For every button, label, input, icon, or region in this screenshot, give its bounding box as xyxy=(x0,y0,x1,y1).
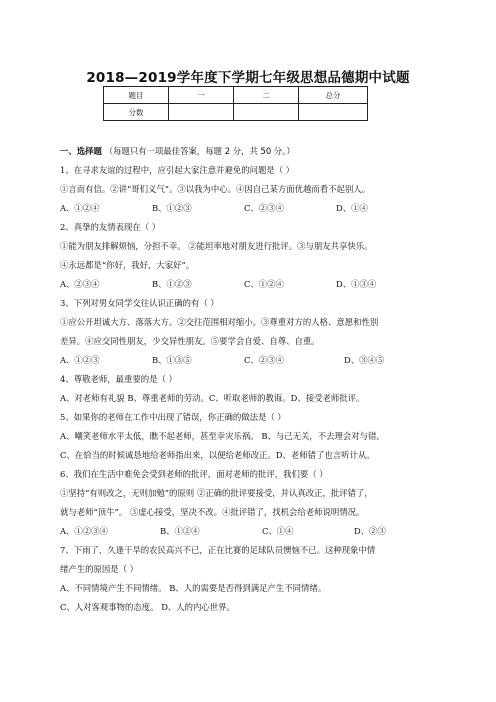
question-2-options xyxy=(60,275,470,294)
question-2-statements: ①能为朋友排解烦恼，分担不幸。 ②能坦率地对朋友进行批评。③与朋友共享快乐。 xyxy=(60,241,373,251)
question-3: 3、下列对男女同学交往认识正确的有（ ） xyxy=(60,298,219,308)
question-7-cont: 绪产生的原因是（ ） xyxy=(60,564,139,574)
question-6: 6、我们在生活中难免会受到老师的批评，面对老师的批评，我们要（ ） xyxy=(60,469,328,479)
option-a[interactable]: A、①②③④ xyxy=(60,526,108,536)
question-3-statements: ①应公开坦诚大方、落落大方。②交往范围相对缩小。③尊重对方的人格、意愿和性别 xyxy=(60,317,379,327)
option-b[interactable]: B、①③⑤ xyxy=(152,355,192,365)
option-a[interactable]: A、①②③ xyxy=(60,355,100,365)
question-7: 7、下雨了，久逢干旱的农民高兴不已，正在比赛的足球队员懊恼不已。这种现象中情 xyxy=(60,545,376,555)
option-a[interactable]: A、①②④ xyxy=(60,203,100,213)
score-input-cell[interactable] xyxy=(169,104,234,121)
question-2: 2、真挚的友情表现在（ ） xyxy=(60,222,161,232)
option-d[interactable]: D、①③④ xyxy=(336,279,377,289)
question-6-statements: ①坚持“有则改之，无则加勉”的原则 ②正确的批评要接受，并认真改正，批评错了， xyxy=(60,488,373,498)
score-row-label: 分数 xyxy=(104,104,169,121)
section-heading xyxy=(60,142,470,161)
question-7-options-cont: C、人对客观事物的态度。 D、人的内心世界。 xyxy=(60,602,235,612)
score-table-cell: 二 xyxy=(234,87,299,104)
question-4-options: A、对老师有礼貌 B、尊重老师的劳动。C、听取老师的教诲。D、接受老师批评。 xyxy=(60,393,365,403)
question-body xyxy=(60,142,470,617)
score-input-cell[interactable] xyxy=(299,104,368,121)
option-c[interactable]: C、②③④ xyxy=(244,203,284,213)
question-7-options: A、不同情境产生不同情绪。 B、人的需要是否得到满足产生不同情绪。 xyxy=(60,583,327,593)
option-c[interactable]: C、②③④ xyxy=(244,355,284,365)
option-b[interactable]: B、①②④ xyxy=(160,526,200,536)
question-3-options xyxy=(60,351,470,370)
section-label: 一、选择题 xyxy=(60,146,102,156)
option-c[interactable]: C、①④ xyxy=(262,526,294,536)
question-6-statements-cont: 就与老师“顶牛”。 ③虚心接受，坚决不改。④批评错了，找机会给老师说明情况。 xyxy=(60,507,365,517)
question-6-options xyxy=(60,522,470,541)
question-1-statements: ①言而有信。②讲“哥们义气”。③以我为中心。④因自己某方面优越而看不起别人。 xyxy=(60,184,371,194)
score-input-cell[interactable] xyxy=(234,104,299,121)
option-b[interactable]: B、①②③ xyxy=(152,279,192,289)
question-5: 5、如果你的老师在工作中出现了错误，你正确的做法是（ ） xyxy=(60,412,286,422)
question-2-statements-cont: ④永远都是“你好，我好，大家好”。 xyxy=(60,260,195,270)
question-5-options: A、嘲笑老师水平太低，瞧不起老师，甚至幸灾乐祸。 B、与己无关，不去理会对与错。 xyxy=(60,431,385,441)
question-3-statements-cont: 差异。④应交同性朋友，少交异性朋友。⑤要学会自爱、自尊、自重。 xyxy=(60,336,320,346)
score-table xyxy=(103,86,368,121)
score-table-cell: 总分 xyxy=(299,87,368,104)
option-a[interactable]: A、②③④ xyxy=(60,279,100,289)
question-5-options-cont: C、在恰当的时候诚恳地给老师指出来，以便给老师改正。D、老师错了也言听计从。 xyxy=(60,450,375,460)
question-1-options xyxy=(60,199,470,218)
option-d[interactable]: D、①④ xyxy=(336,203,368,213)
page-title: 2018—2019学年度下学期七年级思想品德期中试题 xyxy=(86,70,410,86)
score-table-score-row xyxy=(104,104,368,121)
score-table-cell: 题目 xyxy=(104,87,169,104)
score-table-cell: 一 xyxy=(169,87,234,104)
question-4: 4、尊敬老师，最重要的是（ ） xyxy=(60,374,177,384)
question-1: 1、在寻求友谊的过程中，应引起大家注意并避免的问题是（ ） xyxy=(60,165,295,175)
option-d[interactable]: D、③④⑤ xyxy=(344,355,385,365)
option-b[interactable]: B、①②③ xyxy=(152,203,192,213)
option-c[interactable]: C、①②④ xyxy=(244,279,284,289)
option-d[interactable]: D、②③ xyxy=(354,526,386,536)
score-table-header-row xyxy=(104,87,368,104)
section-note: （每题只有一项最佳答案，每题 2 分，共 50 分。） xyxy=(104,146,295,156)
